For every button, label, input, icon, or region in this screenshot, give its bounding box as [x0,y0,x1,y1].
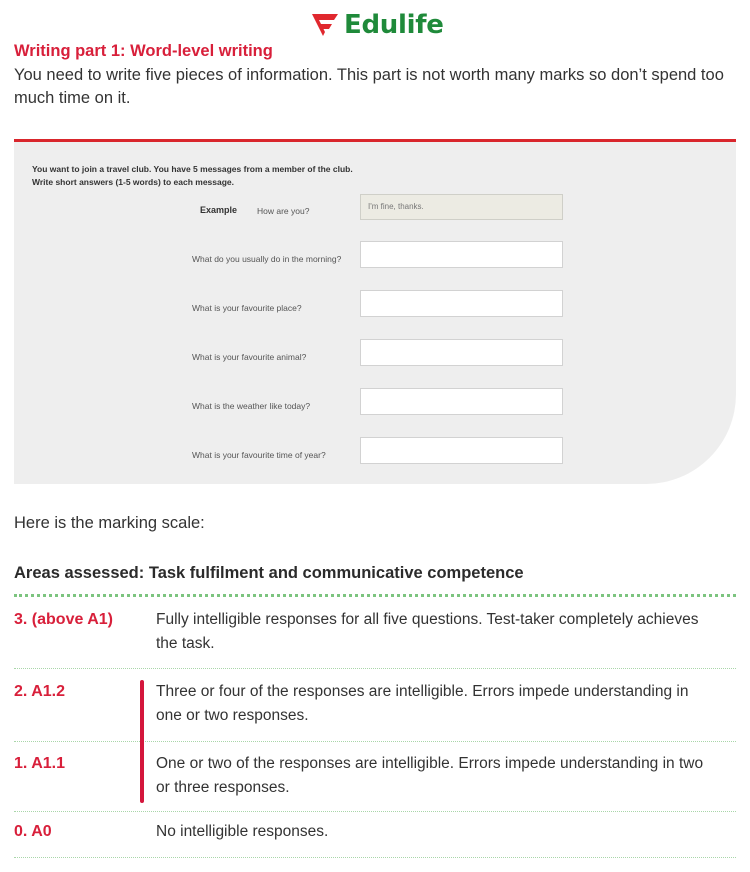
question-row [14,339,574,367]
part-title: Writing part 1: Word-level writing [14,42,273,60]
question-label: What do you usually do in the morning? [192,254,342,264]
exercise-instructions [32,163,353,189]
score-description: Fully intelligible responses for all five questions. Test-taker completely achieves the task. [156,611,699,652]
answer-input-time-of-year[interactable] [360,437,563,464]
question-row [14,437,574,465]
row-divider [14,811,736,812]
edulife-logo [310,8,444,42]
row-divider [14,741,736,742]
answer-input-weather[interactable] [360,388,563,415]
score-description: Three or four of the responses are intelligible. Errors impede understanding in one or two responses. [156,683,689,724]
edulife-logo-icon [310,10,340,40]
exercise-panel [14,139,736,484]
answer-input-place[interactable] [360,290,563,317]
answer-input-animal[interactable] [360,339,563,366]
areas-assessed-title: Areas assessed: Task fulfilment and communicative competence [14,564,524,582]
header-divider [14,594,736,597]
score-description: One or two of the responses are intelligible. Errors impede understanding in two or three responses. [156,755,704,796]
question-label: What is your favourite animal? [192,352,307,362]
example-answer-field: I'm fine, thanks. [360,194,563,220]
score-label: 2. A1.2 [14,683,65,700]
a1-band-marker [140,680,144,803]
example-label: Example [200,205,238,215]
answer-input-morning[interactable] [360,241,563,268]
row-divider [14,668,736,669]
question-label: What is your favourite time of year? [192,450,326,460]
intro-text: You need to write five pieces of information. This part is not worth many marks so don’t spend too much time on it. [14,66,724,107]
question-row [14,388,574,416]
instructions-line-1: You want to join a travel club. You have 5 messages from a member of the club. [32,164,353,174]
question-row [14,241,574,269]
marking-scale-intro: Here is the marking scale: [14,514,205,532]
score-label: 1. A1.1 [14,755,65,772]
instructions-line-2: Write short answers (1-5 words) to each message. [32,177,235,187]
row-divider [14,857,736,858]
question-label: What is your favourite place? [192,303,302,313]
score-label: 3. (above A1) [14,611,113,628]
question-row [14,290,574,318]
question-label: What is the weather like today? [192,401,311,411]
score-label: 0. A0 [14,823,52,840]
brand-name: Edulife [344,10,444,40]
score-description: No intelligible responses. [156,823,329,840]
example-question: How are you? [257,206,310,216]
